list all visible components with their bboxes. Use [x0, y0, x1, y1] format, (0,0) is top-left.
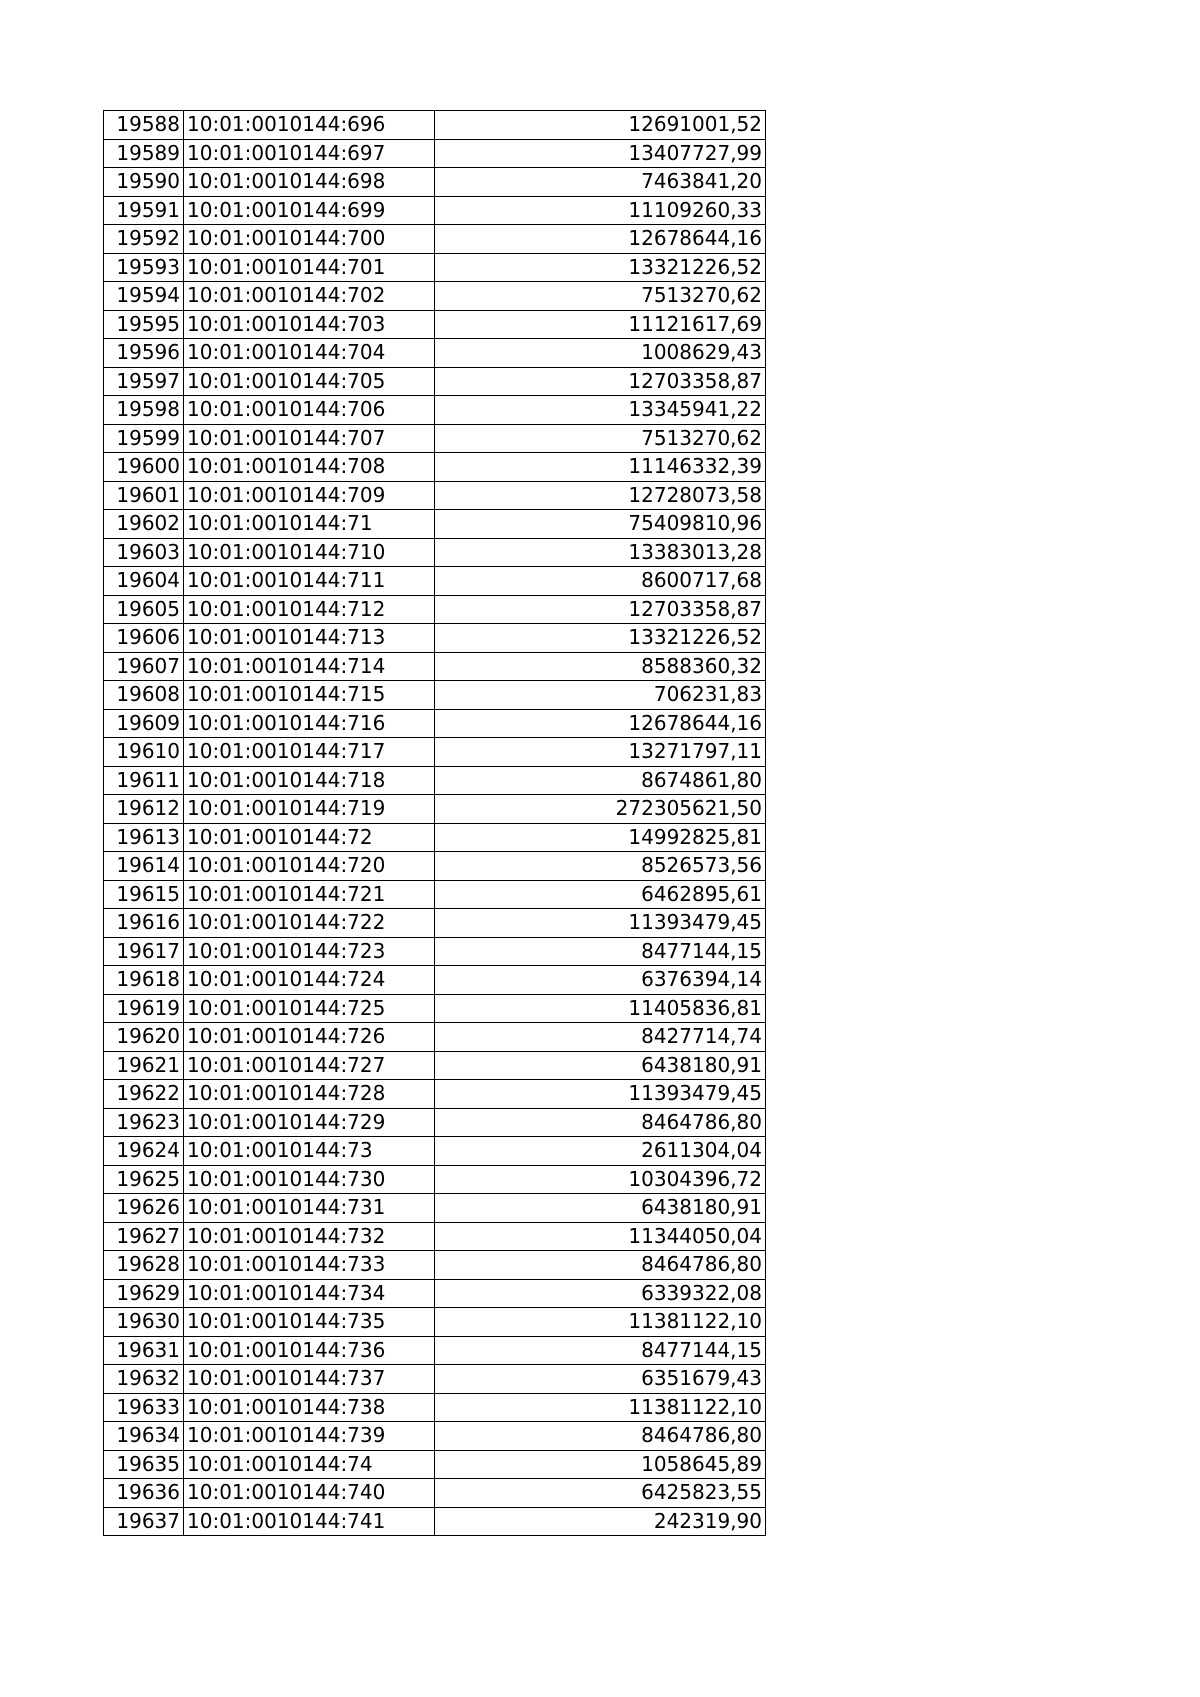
table-row [104, 1165, 766, 1194]
table-row [104, 139, 766, 168]
value-cell: 8477144,15 [435, 937, 766, 966]
row-number-cell: 19627 [104, 1222, 184, 1251]
value-cell: 12678644,16 [435, 709, 766, 738]
row-number-cell: 19604 [104, 567, 184, 596]
row-number-cell: 19605 [104, 595, 184, 624]
cadastral-number-cell: 10:01:0010144:74 [184, 1450, 435, 1479]
row-number-cell: 19609 [104, 709, 184, 738]
value-cell: 6438180,91 [435, 1194, 766, 1223]
cadastral-number-cell: 10:01:0010144:724 [184, 966, 435, 995]
table-row [104, 966, 766, 995]
table-row [104, 282, 766, 311]
row-number-cell: 19611 [104, 766, 184, 795]
row-number-cell: 19599 [104, 424, 184, 453]
row-number-cell: 19633 [104, 1393, 184, 1422]
cadastral-number-cell: 10:01:0010144:709 [184, 481, 435, 510]
row-number-cell: 19626 [104, 1194, 184, 1223]
cadastral-number-cell: 10:01:0010144:698 [184, 168, 435, 197]
table-row [104, 481, 766, 510]
row-number-cell: 19601 [104, 481, 184, 510]
row-number-cell: 19594 [104, 282, 184, 311]
value-cell: 13321226,52 [435, 253, 766, 282]
data-table [103, 110, 766, 1536]
table-row [104, 1336, 766, 1365]
value-cell: 13383013,28 [435, 538, 766, 567]
cadastral-number-cell: 10:01:0010144:728 [184, 1080, 435, 1109]
cadastral-number-cell: 10:01:0010144:699 [184, 196, 435, 225]
row-number-cell: 19628 [104, 1251, 184, 1280]
cadastral-number-cell: 10:01:0010144:717 [184, 738, 435, 767]
row-number-cell: 19598 [104, 396, 184, 425]
cadastral-number-cell: 10:01:0010144:720 [184, 852, 435, 881]
table-row [104, 225, 766, 254]
value-cell: 1008629,43 [435, 339, 766, 368]
row-number-cell: 19618 [104, 966, 184, 995]
row-number-cell: 19588 [104, 111, 184, 140]
row-number-cell: 19637 [104, 1507, 184, 1536]
row-number-cell: 19610 [104, 738, 184, 767]
table-row [104, 1479, 766, 1508]
row-number-cell: 19623 [104, 1108, 184, 1137]
table-row [104, 1251, 766, 1280]
value-cell: 75409810,96 [435, 510, 766, 539]
value-cell: 12728073,58 [435, 481, 766, 510]
cadastral-number-cell: 10:01:0010144:729 [184, 1108, 435, 1137]
cadastral-number-cell: 10:01:0010144:712 [184, 595, 435, 624]
table-row [104, 1051, 766, 1080]
cadastral-number-cell: 10:01:0010144:722 [184, 909, 435, 938]
value-cell: 13407727,99 [435, 139, 766, 168]
row-number-cell: 19589 [104, 139, 184, 168]
value-cell: 12703358,87 [435, 595, 766, 624]
value-cell: 7513270,62 [435, 282, 766, 311]
table-row [104, 1308, 766, 1337]
value-cell: 6339322,08 [435, 1279, 766, 1308]
table-row [104, 795, 766, 824]
value-cell: 11109260,33 [435, 196, 766, 225]
table-row [104, 196, 766, 225]
table-row [104, 766, 766, 795]
row-number-cell: 19634 [104, 1422, 184, 1451]
cadastral-number-cell: 10:01:0010144:704 [184, 339, 435, 368]
cadastral-number-cell: 10:01:0010144:710 [184, 538, 435, 567]
value-cell: 7463841,20 [435, 168, 766, 197]
cadastral-number-cell: 10:01:0010144:726 [184, 1023, 435, 1052]
cadastral-number-cell: 10:01:0010144:734 [184, 1279, 435, 1308]
value-cell: 8526573,56 [435, 852, 766, 881]
table-row [104, 396, 766, 425]
cadastral-number-cell: 10:01:0010144:71 [184, 510, 435, 539]
value-cell: 13345941,22 [435, 396, 766, 425]
table-row [104, 310, 766, 339]
value-cell: 8600717,68 [435, 567, 766, 596]
value-cell: 242319,90 [435, 1507, 766, 1536]
table-row [104, 1137, 766, 1166]
table-row [104, 453, 766, 482]
table-row [104, 1194, 766, 1223]
row-number-cell: 19615 [104, 880, 184, 909]
table-row [104, 510, 766, 539]
value-cell: 8674861,80 [435, 766, 766, 795]
cadastral-number-cell: 10:01:0010144:735 [184, 1308, 435, 1337]
cadastral-number-cell: 10:01:0010144:740 [184, 1479, 435, 1508]
table-row [104, 1365, 766, 1394]
row-number-cell: 19608 [104, 681, 184, 710]
cadastral-number-cell: 10:01:0010144:739 [184, 1422, 435, 1451]
table-row [104, 909, 766, 938]
cadastral-number-cell: 10:01:0010144:705 [184, 367, 435, 396]
row-number-cell: 19622 [104, 1080, 184, 1109]
cadastral-number-cell: 10:01:0010144:697 [184, 139, 435, 168]
table-row [104, 823, 766, 852]
cadastral-number-cell: 10:01:0010144:708 [184, 453, 435, 482]
row-number-cell: 19616 [104, 909, 184, 938]
row-number-cell: 19631 [104, 1336, 184, 1365]
table-row [104, 937, 766, 966]
table-row [104, 424, 766, 453]
table-row [104, 1393, 766, 1422]
table-row [104, 738, 766, 767]
table-row [104, 994, 766, 1023]
value-cell: 6425823,55 [435, 1479, 766, 1508]
table-row [104, 1108, 766, 1137]
value-cell: 8464786,80 [435, 1422, 766, 1451]
row-number-cell: 19612 [104, 795, 184, 824]
value-cell: 6438180,91 [435, 1051, 766, 1080]
row-number-cell: 19629 [104, 1279, 184, 1308]
row-number-cell: 19620 [104, 1023, 184, 1052]
row-number-cell: 19624 [104, 1137, 184, 1166]
value-cell: 11146332,39 [435, 453, 766, 482]
cadastral-number-cell: 10:01:0010144:715 [184, 681, 435, 710]
value-cell: 8464786,80 [435, 1108, 766, 1137]
row-number-cell: 19606 [104, 624, 184, 653]
value-cell: 7513270,62 [435, 424, 766, 453]
row-number-cell: 19630 [104, 1308, 184, 1337]
table-row [104, 709, 766, 738]
cadastral-number-cell: 10:01:0010144:702 [184, 282, 435, 311]
row-number-cell: 19636 [104, 1479, 184, 1508]
table-row [104, 595, 766, 624]
value-cell: 13321226,52 [435, 624, 766, 653]
value-cell: 12678644,16 [435, 225, 766, 254]
table-body [104, 111, 766, 1536]
row-number-cell: 19603 [104, 538, 184, 567]
table-row [104, 624, 766, 653]
value-cell: 6376394,14 [435, 966, 766, 995]
row-number-cell: 19597 [104, 367, 184, 396]
value-cell: 8477144,15 [435, 1336, 766, 1365]
value-cell: 272305621,50 [435, 795, 766, 824]
cadastral-number-cell: 10:01:0010144:703 [184, 310, 435, 339]
table-row [104, 168, 766, 197]
table-row [104, 1080, 766, 1109]
cadastral-number-cell: 10:01:0010144:725 [184, 994, 435, 1023]
value-cell: 706231,83 [435, 681, 766, 710]
table-row [104, 367, 766, 396]
table-row [104, 1422, 766, 1451]
value-cell: 6462895,61 [435, 880, 766, 909]
table-row [104, 852, 766, 881]
value-cell: 14992825,81 [435, 823, 766, 852]
row-number-cell: 19595 [104, 310, 184, 339]
value-cell: 2611304,04 [435, 1137, 766, 1166]
value-cell: 1058645,89 [435, 1450, 766, 1479]
cadastral-number-cell: 10:01:0010144:730 [184, 1165, 435, 1194]
row-number-cell: 19592 [104, 225, 184, 254]
row-number-cell: 19591 [104, 196, 184, 225]
table-row [104, 1507, 766, 1536]
row-number-cell: 19635 [104, 1450, 184, 1479]
row-number-cell: 19600 [104, 453, 184, 482]
cadastral-number-cell: 10:01:0010144:73 [184, 1137, 435, 1166]
cadastral-number-cell: 10:01:0010144:721 [184, 880, 435, 909]
row-number-cell: 19607 [104, 652, 184, 681]
value-cell: 8427714,74 [435, 1023, 766, 1052]
cadastral-number-cell: 10:01:0010144:711 [184, 567, 435, 596]
row-number-cell: 19602 [104, 510, 184, 539]
value-cell: 8588360,32 [435, 652, 766, 681]
cadastral-number-cell: 10:01:0010144:731 [184, 1194, 435, 1223]
value-cell: 8464786,80 [435, 1251, 766, 1280]
table-row [104, 253, 766, 282]
table-row [104, 652, 766, 681]
value-cell: 13271797,11 [435, 738, 766, 767]
table-row [104, 1023, 766, 1052]
value-cell: 11381122,10 [435, 1308, 766, 1337]
value-cell: 11393479,45 [435, 1080, 766, 1109]
cadastral-number-cell: 10:01:0010144:714 [184, 652, 435, 681]
row-number-cell: 19621 [104, 1051, 184, 1080]
cadastral-number-cell: 10:01:0010144:718 [184, 766, 435, 795]
row-number-cell: 19593 [104, 253, 184, 282]
cadastral-number-cell: 10:01:0010144:727 [184, 1051, 435, 1080]
cadastral-number-cell: 10:01:0010144:716 [184, 709, 435, 738]
cadastral-number-cell: 10:01:0010144:719 [184, 795, 435, 824]
value-cell: 10304396,72 [435, 1165, 766, 1194]
row-number-cell: 19625 [104, 1165, 184, 1194]
table-row [104, 538, 766, 567]
table-row [104, 1222, 766, 1251]
cadastral-number-cell: 10:01:0010144:72 [184, 823, 435, 852]
value-cell: 11393479,45 [435, 909, 766, 938]
row-number-cell: 19619 [104, 994, 184, 1023]
value-cell: 11121617,69 [435, 310, 766, 339]
value-cell: 11381122,10 [435, 1393, 766, 1422]
table-row [104, 681, 766, 710]
cadastral-number-cell: 10:01:0010144:706 [184, 396, 435, 425]
table-row [104, 1450, 766, 1479]
cadastral-number-cell: 10:01:0010144:733 [184, 1251, 435, 1280]
cadastral-number-cell: 10:01:0010144:713 [184, 624, 435, 653]
row-number-cell: 19596 [104, 339, 184, 368]
table-row [104, 111, 766, 140]
row-number-cell: 19632 [104, 1365, 184, 1394]
value-cell: 11405836,81 [435, 994, 766, 1023]
row-number-cell: 19613 [104, 823, 184, 852]
cadastral-number-cell: 10:01:0010144:723 [184, 937, 435, 966]
cadastral-number-cell: 10:01:0010144:696 [184, 111, 435, 140]
value-cell: 11344050,04 [435, 1222, 766, 1251]
table-row [104, 1279, 766, 1308]
cadastral-number-cell: 10:01:0010144:738 [184, 1393, 435, 1422]
table-row [104, 567, 766, 596]
table-row [104, 880, 766, 909]
row-number-cell: 19617 [104, 937, 184, 966]
value-cell: 12703358,87 [435, 367, 766, 396]
value-cell: 12691001,52 [435, 111, 766, 140]
cadastral-number-cell: 10:01:0010144:700 [184, 225, 435, 254]
cadastral-number-cell: 10:01:0010144:736 [184, 1336, 435, 1365]
cadastral-number-cell: 10:01:0010144:701 [184, 253, 435, 282]
table-row [104, 339, 766, 368]
row-number-cell: 19590 [104, 168, 184, 197]
cadastral-number-cell: 10:01:0010144:737 [184, 1365, 435, 1394]
cadastral-number-cell: 10:01:0010144:741 [184, 1507, 435, 1536]
cadastral-number-cell: 10:01:0010144:707 [184, 424, 435, 453]
cadastral-number-cell: 10:01:0010144:732 [184, 1222, 435, 1251]
value-cell: 6351679,43 [435, 1365, 766, 1394]
row-number-cell: 19614 [104, 852, 184, 881]
